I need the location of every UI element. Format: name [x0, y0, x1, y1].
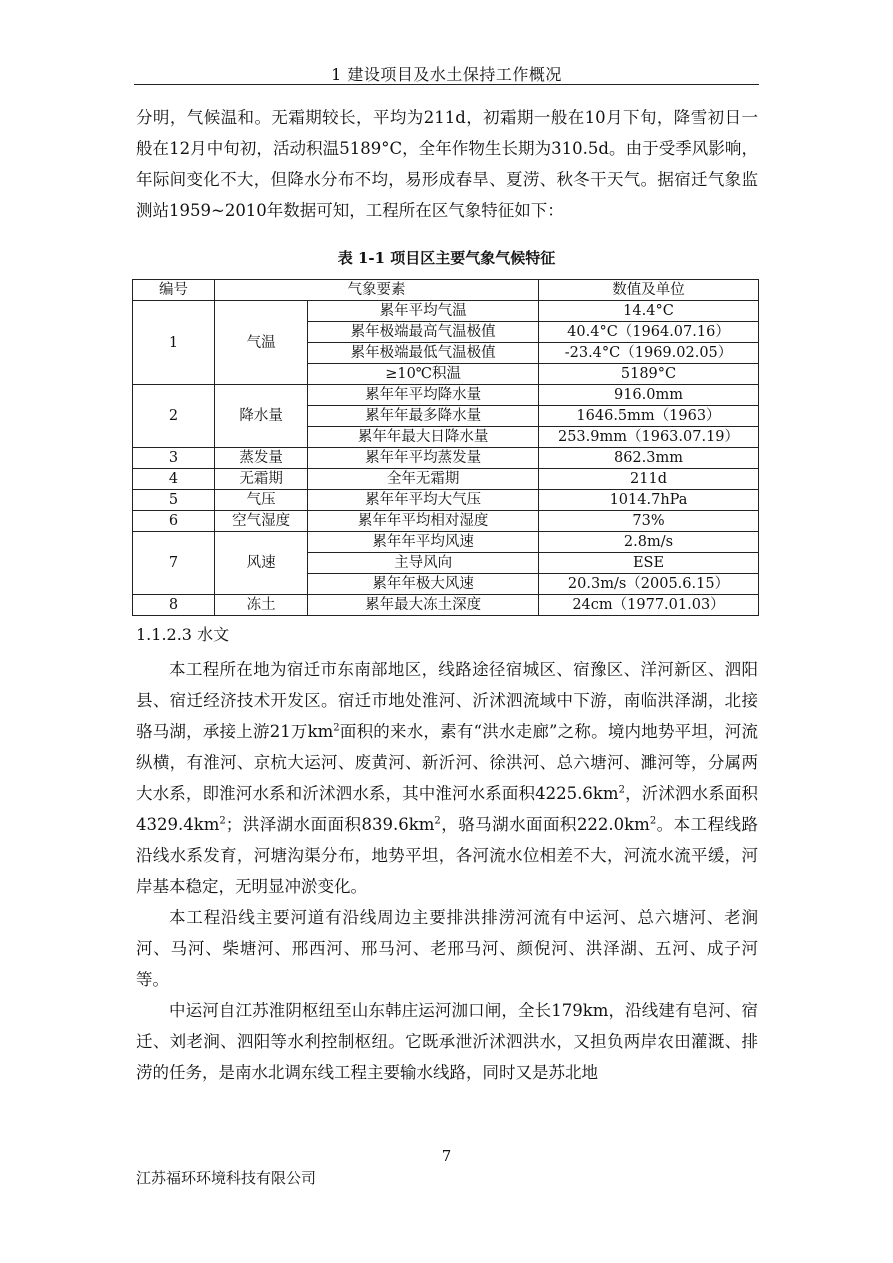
- superscript: 2: [219, 815, 226, 827]
- item-cell: 主导风向: [308, 553, 539, 574]
- group-name: 冻土: [215, 595, 308, 616]
- group-number: 5: [133, 490, 215, 511]
- item-cell: 累年年极大风速: [308, 574, 539, 595]
- group-number: 7: [133, 532, 215, 595]
- value-cell: 20.3m/s（2005.6.15）: [539, 574, 759, 595]
- group-number: 3: [133, 448, 215, 469]
- group-name: 无霜期: [215, 469, 308, 490]
- superscript: 2: [649, 815, 657, 827]
- superscript: 2: [333, 722, 340, 734]
- hydrology-text-block: [136, 654, 758, 1088]
- table-body: [133, 301, 759, 616]
- value-cell: 916.0mm: [539, 385, 759, 406]
- intro-text-block: [136, 102, 758, 226]
- footer-company: 江苏福环环境科技有限公司: [136, 1169, 317, 1187]
- table-row: [133, 595, 759, 616]
- item-cell: 累年极端最高气温极值: [308, 322, 539, 343]
- group-number: 8: [133, 595, 215, 616]
- intro-paragraph: 分明，气候温和。无霜期较长，平均为211d，初霜期一般在10月下旬，降雪初日一般在12月中旬初，活动积温5189°C，全年作物生长期为310.5d。由于受季风影响，年际间变化不大，但降水分布不均，易形成春旱、夏涝、秋冬干天气。据宿迁气象监测站1959~2010年数据可知，工程所在区气象特征如下：: [136, 108, 758, 220]
- climate-table: [132, 279, 759, 616]
- value-cell: 1646.5mm（1963）: [539, 406, 759, 427]
- value-cell: 862.3mm: [539, 448, 759, 469]
- item-cell: 全年无霜期: [308, 469, 539, 490]
- value-cell: ESE: [539, 553, 759, 574]
- page-number: 7: [441, 1147, 452, 1165]
- value-cell: 14.4°C: [539, 301, 759, 322]
- header-rule: [134, 84, 759, 85]
- table-row: [133, 469, 759, 490]
- item-cell: 累年极端最低气温极值: [308, 343, 539, 364]
- hydrology-paragraph-3: 中运河自江苏淮阴枢纽至山东韩庄运河泇口闸，全长179km，沿线建有皂河、宿迁、刘老涧、泗阳等水利控制枢纽。它既承泄沂沭泗洪水，又担负两岸农田灌溉、排涝的任务，是南水北调东线工程主要输水线路，同时又是苏北地: [136, 1001, 758, 1082]
- value-cell: 253.9mm（1963.07.19）: [539, 427, 759, 448]
- item-cell: 累年年平均相对湿度: [308, 511, 539, 532]
- para1-text-6: 。本工程线路沿线水系发育，河塘沟渠分布，地势平坦，各河流水位相差不大，河流水流平缓，河岸基本稳定，无明显冲淤变化。: [136, 815, 758, 896]
- table-row: [133, 301, 759, 322]
- item-cell: 累年年最多降水量: [308, 406, 539, 427]
- table-row: [133, 448, 759, 469]
- header-cell-element: 气象要素: [215, 280, 539, 301]
- table-row: [133, 532, 759, 553]
- value-cell: 24cm（1977.01.03）: [539, 595, 759, 616]
- group-name: 风速: [215, 532, 308, 595]
- item-cell: 累年年最大日降水量: [308, 427, 539, 448]
- running-header: 1 建设项目及水土保持工作概况: [331, 65, 562, 84]
- header-cell-value: 数值及单位: [539, 280, 759, 301]
- value-cell: 2.8m/s: [539, 532, 759, 553]
- para1-text-4: ；洪泽湖水面面积839.6km: [225, 815, 435, 834]
- item-cell: 累年年平均大气压: [308, 490, 539, 511]
- table-row: [133, 511, 759, 532]
- superscript: 2: [618, 784, 625, 796]
- para1-text-3: ，沂沭泗水系面积4329.4km: [136, 784, 758, 834]
- value-cell: -23.4°C（1969.02.05）: [539, 343, 759, 364]
- hydrology-paragraph-2: 本工程沿线主要河道有沿线周边主要排洪排涝河流有中运河、总六塘河、老涧河、马河、柴塘河、邢西河、邢马河、老邢马河、颜倪河、洪泽湖、五河、成子河等。: [136, 908, 758, 989]
- item-cell: 累年年平均蒸发量: [308, 448, 539, 469]
- group-name: 蒸发量: [215, 448, 308, 469]
- table-caption: 表 1-1 项目区主要气象气候特征: [337, 249, 556, 267]
- value-cell: 73%: [539, 511, 759, 532]
- para1-text-1: 本工程所在地为宿迁市东南部地区，线路途径宿城区、宿豫区、洋河新区、泗阳县、宿迁经济技术开发区。宿迁市地处淮河、沂沭泗流域中下游，南临洪泽湖，北接骆马湖，承接上游21万km: [136, 660, 758, 741]
- table-row: [133, 490, 759, 511]
- group-name: 降水量: [215, 385, 308, 448]
- value-cell: 40.4°C（1964.07.16）: [539, 322, 759, 343]
- group-number: 1: [133, 301, 215, 385]
- superscript: 2: [434, 815, 441, 827]
- group-name: 气温: [215, 301, 308, 385]
- item-cell: 累年平均气温: [308, 301, 539, 322]
- item-cell: 累年年平均风速: [308, 532, 539, 553]
- item-cell: 累年最大冻土深度: [308, 595, 539, 616]
- group-number: 2: [133, 385, 215, 448]
- group-name: 气压: [215, 490, 308, 511]
- value-cell: 5189°C: [539, 364, 759, 385]
- group-number: 4: [133, 469, 215, 490]
- para1-text-5: ，骆马湖水面面积222.0km: [440, 815, 650, 834]
- header-cell-no: 编号: [133, 280, 215, 301]
- para1-text-2: 面积的来水，素有“洪水走廊”之称。境内地势平坦，河流纵横，有淮河、京杭大运河、废黄河、新沂河、徐洪河、总六塘河、濉河等，分属两大水系，即淮河水系和沂沭泗水系，其中淮河水系面积4225.6km: [136, 722, 759, 803]
- group-name: 空气湿度: [215, 511, 308, 532]
- value-cell: 1014.7hPa: [539, 490, 759, 511]
- item-cell: ≥10℃积温: [308, 364, 539, 385]
- value-cell: 211d: [539, 469, 759, 490]
- hydrology-paragraph-1: [136, 654, 758, 902]
- item-cell: 累年年平均降水量: [308, 385, 539, 406]
- group-number: 6: [133, 511, 215, 532]
- table-row: [133, 385, 759, 406]
- table-header-row: [133, 280, 759, 301]
- section-heading: 1.1.2.3 水文: [136, 625, 230, 644]
